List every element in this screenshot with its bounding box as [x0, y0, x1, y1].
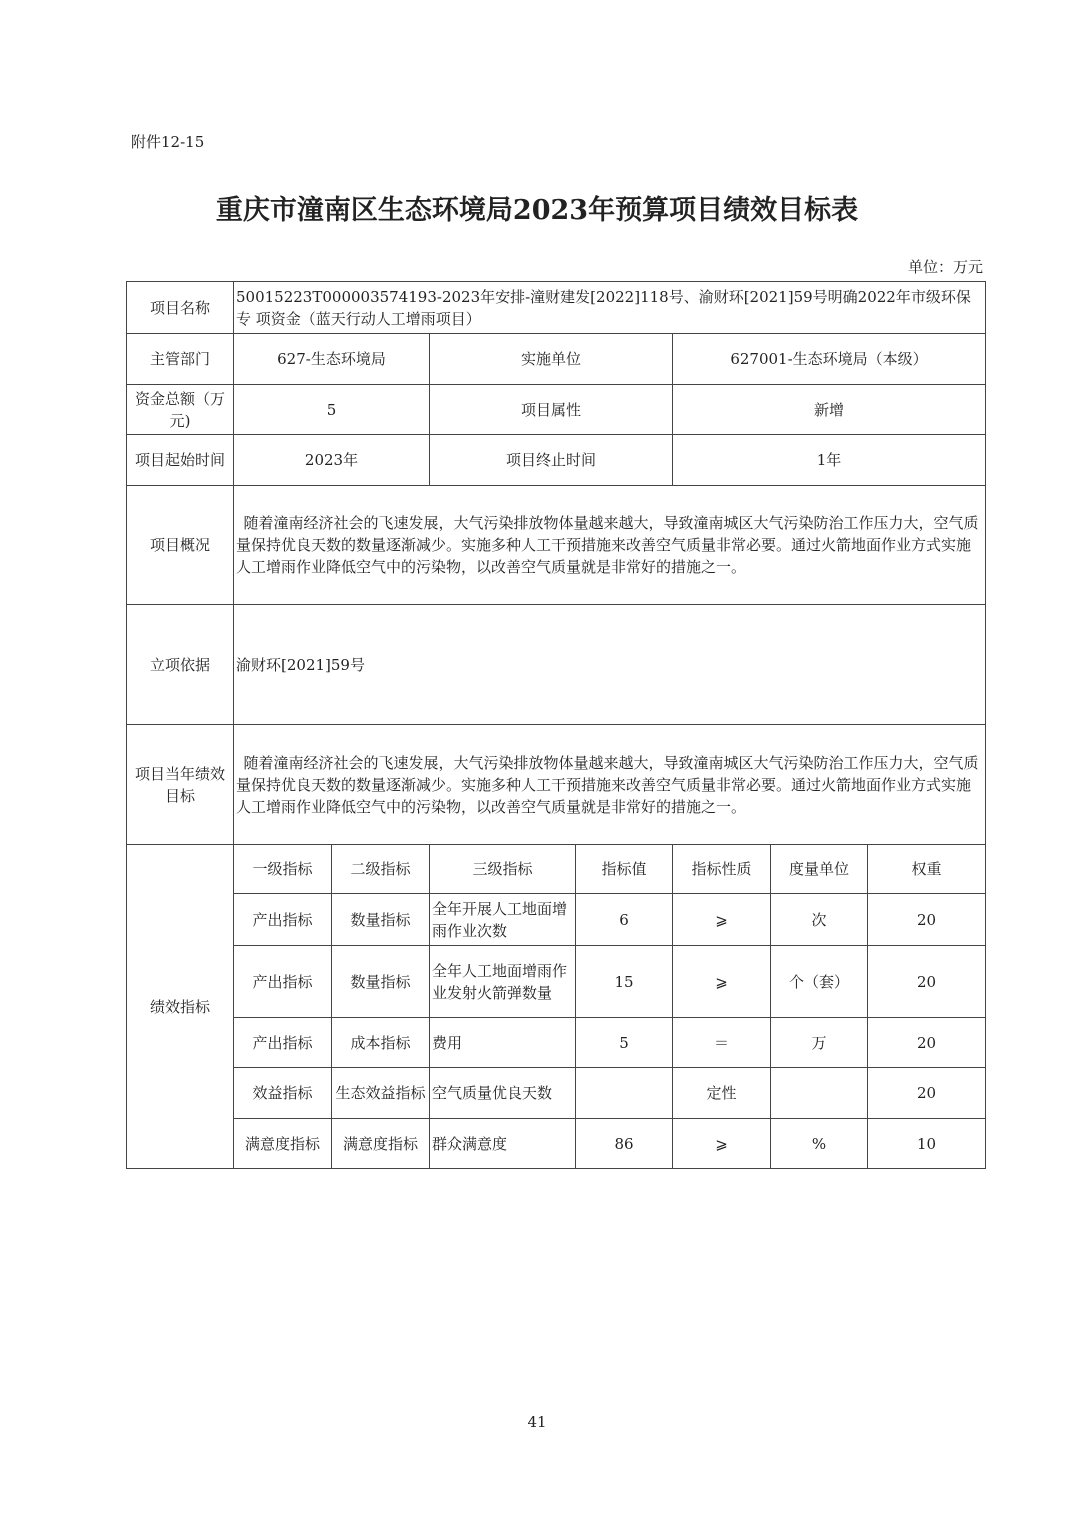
impl-label: 实施单位 — [430, 334, 673, 385]
attr-value: 新增 — [673, 385, 986, 435]
impl-value: 627001-生态环境局（本级） — [673, 334, 986, 385]
start-label: 项目起始时间 — [127, 435, 234, 486]
header-cell: 度量单位 — [771, 845, 868, 894]
table-row — [127, 282, 986, 334]
header-cell: 三级指标 — [430, 845, 576, 894]
table-row — [127, 1068, 986, 1119]
dept-value: 627-生态环境局 — [234, 334, 430, 385]
unit-cell — [771, 1068, 868, 1119]
level2-cell: 数量指标 — [332, 946, 430, 1018]
level3-cell: 费用 — [430, 1018, 576, 1068]
nature-cell: ⩾ — [673, 894, 771, 946]
level2-cell: 满意度指标 — [332, 1119, 430, 1169]
level2-cell: 生态效益指标 — [332, 1068, 430, 1119]
weight-cell: 20 — [868, 1068, 986, 1119]
fund-value: 5 — [234, 385, 430, 435]
attachment-number: 附件12-15 — [131, 133, 205, 151]
level3-cell: 群众满意度 — [430, 1119, 576, 1169]
table-row — [127, 845, 986, 894]
unit-cell: 个（套） — [771, 946, 868, 1018]
level1-cell: 满意度指标 — [234, 1119, 332, 1169]
table-row — [127, 946, 986, 1018]
basis-label: 立项依据 — [127, 605, 234, 725]
project-name-value: 50015223T000003574193-2023年安排-潼财建发[2022]118号、渝财环[2021]59号明确2022年市级环保专 项资金（蓝天行动人工增雨项目） — [234, 282, 986, 334]
level3-cell: 全年开展人工地面增雨作业次数 — [430, 894, 576, 946]
header-cell: 指标值 — [576, 845, 673, 894]
end-value: 1年 — [673, 435, 986, 486]
header-cell: 指标性质 — [673, 845, 771, 894]
project-name-label: 项目名称 — [127, 282, 234, 334]
goal-label: 项目当年绩效目标 — [127, 725, 234, 845]
unit-cell: 万 — [771, 1018, 868, 1068]
header-cell: 权重 — [868, 845, 986, 894]
weight-cell: 10 — [868, 1119, 986, 1169]
start-value: 2023年 — [234, 435, 430, 486]
unit-cell: % — [771, 1119, 868, 1169]
attr-label: 项目属性 — [430, 385, 673, 435]
table-row — [127, 605, 986, 725]
end-label: 项目终止时间 — [430, 435, 673, 486]
performance-label: 绩效指标 — [127, 845, 234, 1169]
nature-cell: ⩾ — [673, 1119, 771, 1169]
dept-label: 主管部门 — [127, 334, 234, 385]
header-cell: 一级指标 — [234, 845, 332, 894]
goal-value: 随着潼南经济社会的飞速发展，大气污染排放物体量越来越大，导致潼南城区大气污染防治工作压力大，空气质量保持优良天数的数量逐渐减少。实施多种人工干预措施来改善空气质量非常必要。通过火箭地面作业方式实施人工增雨作业降低空气中的污染物，以改善空气质量就是非常好的措施之一。 — [234, 725, 986, 845]
basis-value: 渝财环[2021]59号 — [234, 605, 986, 725]
table-row — [127, 1119, 986, 1169]
nature-cell: ＝ — [673, 1018, 771, 1068]
nature-cell: 定性 — [673, 1068, 771, 1119]
value-cell: 5 — [576, 1018, 673, 1068]
page-number: 41 — [527, 1413, 547, 1431]
unit-cell: 次 — [771, 894, 868, 946]
weight-cell: 20 — [868, 946, 986, 1018]
level2-cell: 数量指标 — [332, 894, 430, 946]
table-row — [127, 334, 986, 385]
overview-label: 项目概况 — [127, 486, 234, 605]
level1-cell: 产出指标 — [234, 894, 332, 946]
level2-cell: 成本指标 — [332, 1018, 430, 1068]
page-title: 重庆市潼南区生态环境局2023年预算项目绩效目标表 — [215, 195, 859, 226]
weight-cell: 20 — [868, 894, 986, 946]
performance-target-table — [126, 281, 986, 1169]
fund-label: 资金总额（万元) — [127, 385, 234, 435]
overview-value: 随着潼南经济社会的飞速发展，大气污染排放物体量越来越大，导致潼南城区大气污染防治工作压力大，空气质量保持优良天数的数量逐渐减少。实施多种人工干预措施来改善空气质量非常必要。通过火箭地面作业方式实施人工增雨作业降低空气中的污染物，以改善空气质量就是非常好的措施之一。 — [234, 486, 986, 605]
table-row — [127, 435, 986, 486]
value-cell: 6 — [576, 894, 673, 946]
unit-label: 单位：万元 — [907, 258, 983, 276]
level3-cell: 空气质量优良天数 — [430, 1068, 576, 1119]
nature-cell: ⩾ — [673, 946, 771, 1018]
value-cell: 86 — [576, 1119, 673, 1169]
table-row — [127, 486, 986, 605]
table-row — [127, 725, 986, 845]
header-cell: 二级指标 — [332, 845, 430, 894]
table-row — [127, 894, 986, 946]
value-cell — [576, 1068, 673, 1119]
value-cell: 15 — [576, 946, 673, 1018]
table-row — [127, 1018, 986, 1068]
level1-cell: 产出指标 — [234, 946, 332, 1018]
level1-cell: 产出指标 — [234, 1018, 332, 1068]
level1-cell: 效益指标 — [234, 1068, 332, 1119]
table-row — [127, 385, 986, 435]
level3-cell: 全年人工地面增雨作业发射火箭弹数量 — [430, 946, 576, 1018]
weight-cell: 20 — [868, 1018, 986, 1068]
